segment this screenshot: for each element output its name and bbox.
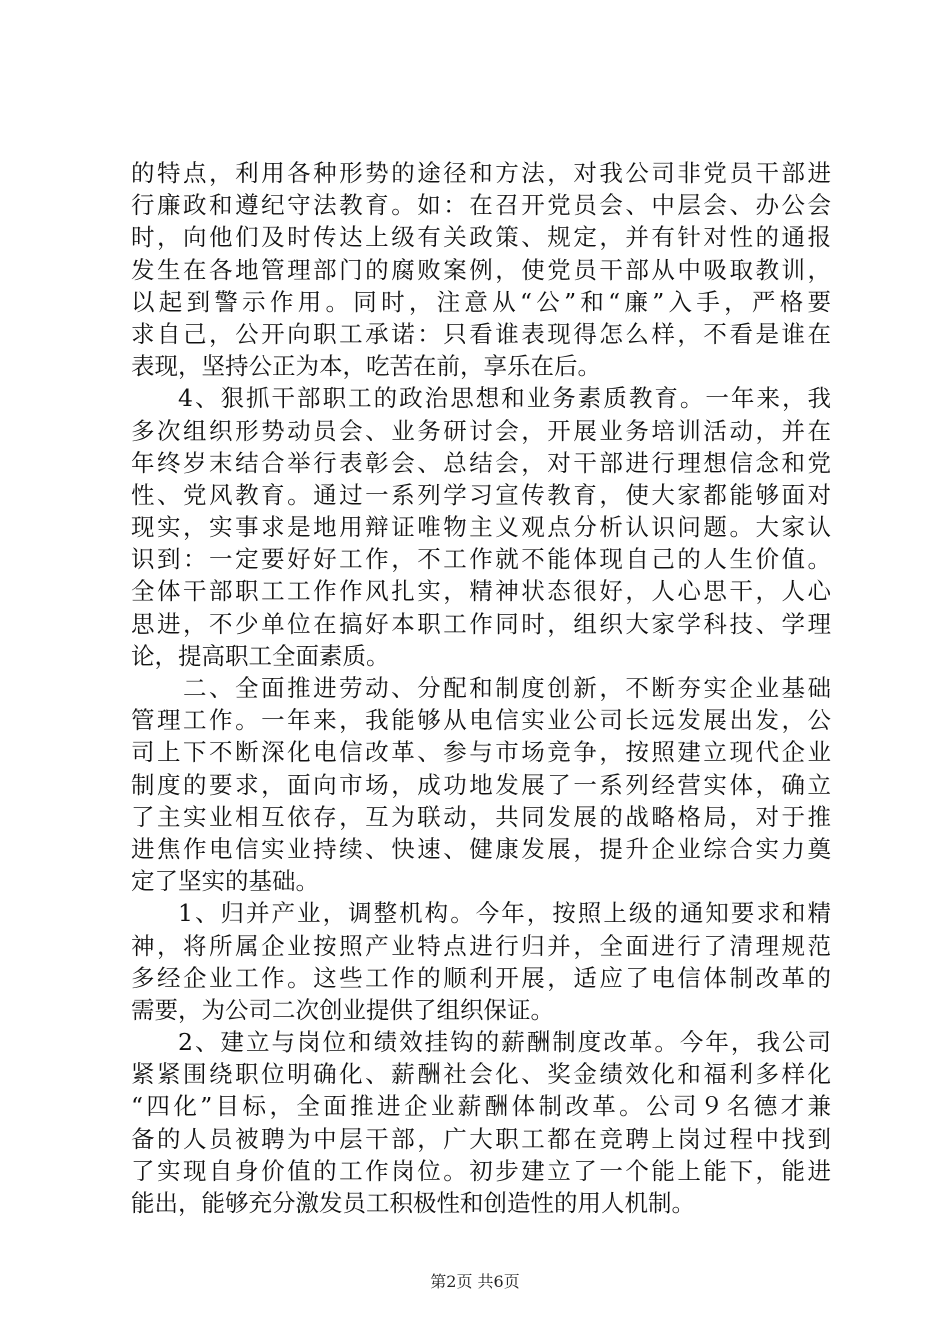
text-line: 神，将所属企业按照产业特点进行归并，全面进行了清理规范: [131, 931, 831, 960]
text-line: 性、党风教育。通过一系列学习宣传教育，使大家都能够面对: [131, 480, 831, 509]
text-line: 表现，坚持公正为本，吃苦在前，享乐在后。: [131, 352, 601, 381]
text-line: 行廉政和遵纪守法教育。如：在召开党员会、中层会、办公会: [131, 191, 831, 220]
text-line: 司上下不断深化电信改革、参与市场竞争，按照建立现代企业: [131, 738, 831, 767]
text-line: 识到：一定要好好工作，不工作就不能体现自己的人生价值。: [131, 545, 831, 574]
text-line: 管理工作。一年来，我能够从电信实业公司长远发展出发，公: [131, 706, 831, 735]
text-line: 二、全面推进劳动、分配和制度创新，不断夯实企业基础: [183, 674, 831, 702]
text-line: 2、建立与岗位和绩效挂钩的薪酬制度改革。今年，我公司: [178, 1028, 831, 1057]
text-line: 多经企业工作。这些工作的顺利开展，适应了电信体制改革的: [131, 963, 831, 992]
text-line: 全体干部职工工作作风扎实，精神状态很好，人心思干，人心: [131, 577, 831, 606]
text-line: 思进，不少单位在搞好本职工作同时，组织大家学科技、学理: [131, 609, 831, 638]
text-line: 多次组织形势动员会、业务研讨会，开展业务培训活动，并在: [131, 416, 831, 445]
text-line: 求自己，公开向职工承诺：只看谁表现得怎么样，不看是谁在: [131, 319, 831, 348]
text-line: 1、归并产业，调整机构。今年，按照上级的通知要求和精: [178, 899, 831, 928]
text-line: 需要，为公司二次创业提供了组织保证。: [131, 995, 554, 1024]
text-line: 论，提高职工全面素质。: [131, 641, 390, 670]
text-line: 年终岁末结合举行表彰会、总结会，对干部进行理想信念和党: [131, 448, 831, 477]
text-line: 了主实业相互依存，互为联动，共同发展的战略格局，对于推: [131, 802, 831, 831]
text-line: 发生在各地管理部门的腐败案例，使党员干部从中吸取教训，: [131, 255, 831, 284]
text-line: 能出，能够充分激发员工积极性和创造性的用人机制。: [131, 1189, 695, 1217]
text-line: 制度的要求，面向市场，成功地发展了一系列经营实体，确立: [131, 770, 831, 799]
text-line: 定了坚实的基础。: [131, 867, 319, 896]
page-footer: 第2页 共6页: [430, 1272, 520, 1291]
text-line: 以起到警示作用。同时，注意从“公”和“廉”入手，严格要: [131, 287, 831, 316]
text-line: 的特点，利用各种形势的途径和方法，对我公司非党员干部进: [131, 159, 831, 187]
text-line: 备的人员被聘为中层干部，广大职工都在竞聘上岗过程中找到: [131, 1124, 831, 1153]
text-line: 进焦作电信实业持续、快速、健康发展，提升企业综合实力奠: [131, 834, 831, 863]
text-line: 4、狠抓干部职工的政治思想和业务素质教育。一年来，我: [178, 384, 831, 413]
text-line: 时，向他们及时传达上级有关政策、规定，并有针对性的通报: [131, 223, 831, 252]
document-body: [131, 157, 831, 1219]
text-line: 紧紧围绕职位明确化、薪酬社会化、奖金绩效化和福利多样化: [131, 1060, 831, 1089]
text-line: 现实，实事求是地用辩证唯物主义观点分析认识问题。大家认: [131, 513, 831, 542]
text-line: 了实现自身价值的工作岗位。初步建立了一个能上能下，能进: [131, 1156, 831, 1185]
text-line: “四化”目标，全面推进企业薪酬体制改革。公司９名德才兼: [131, 1092, 831, 1121]
